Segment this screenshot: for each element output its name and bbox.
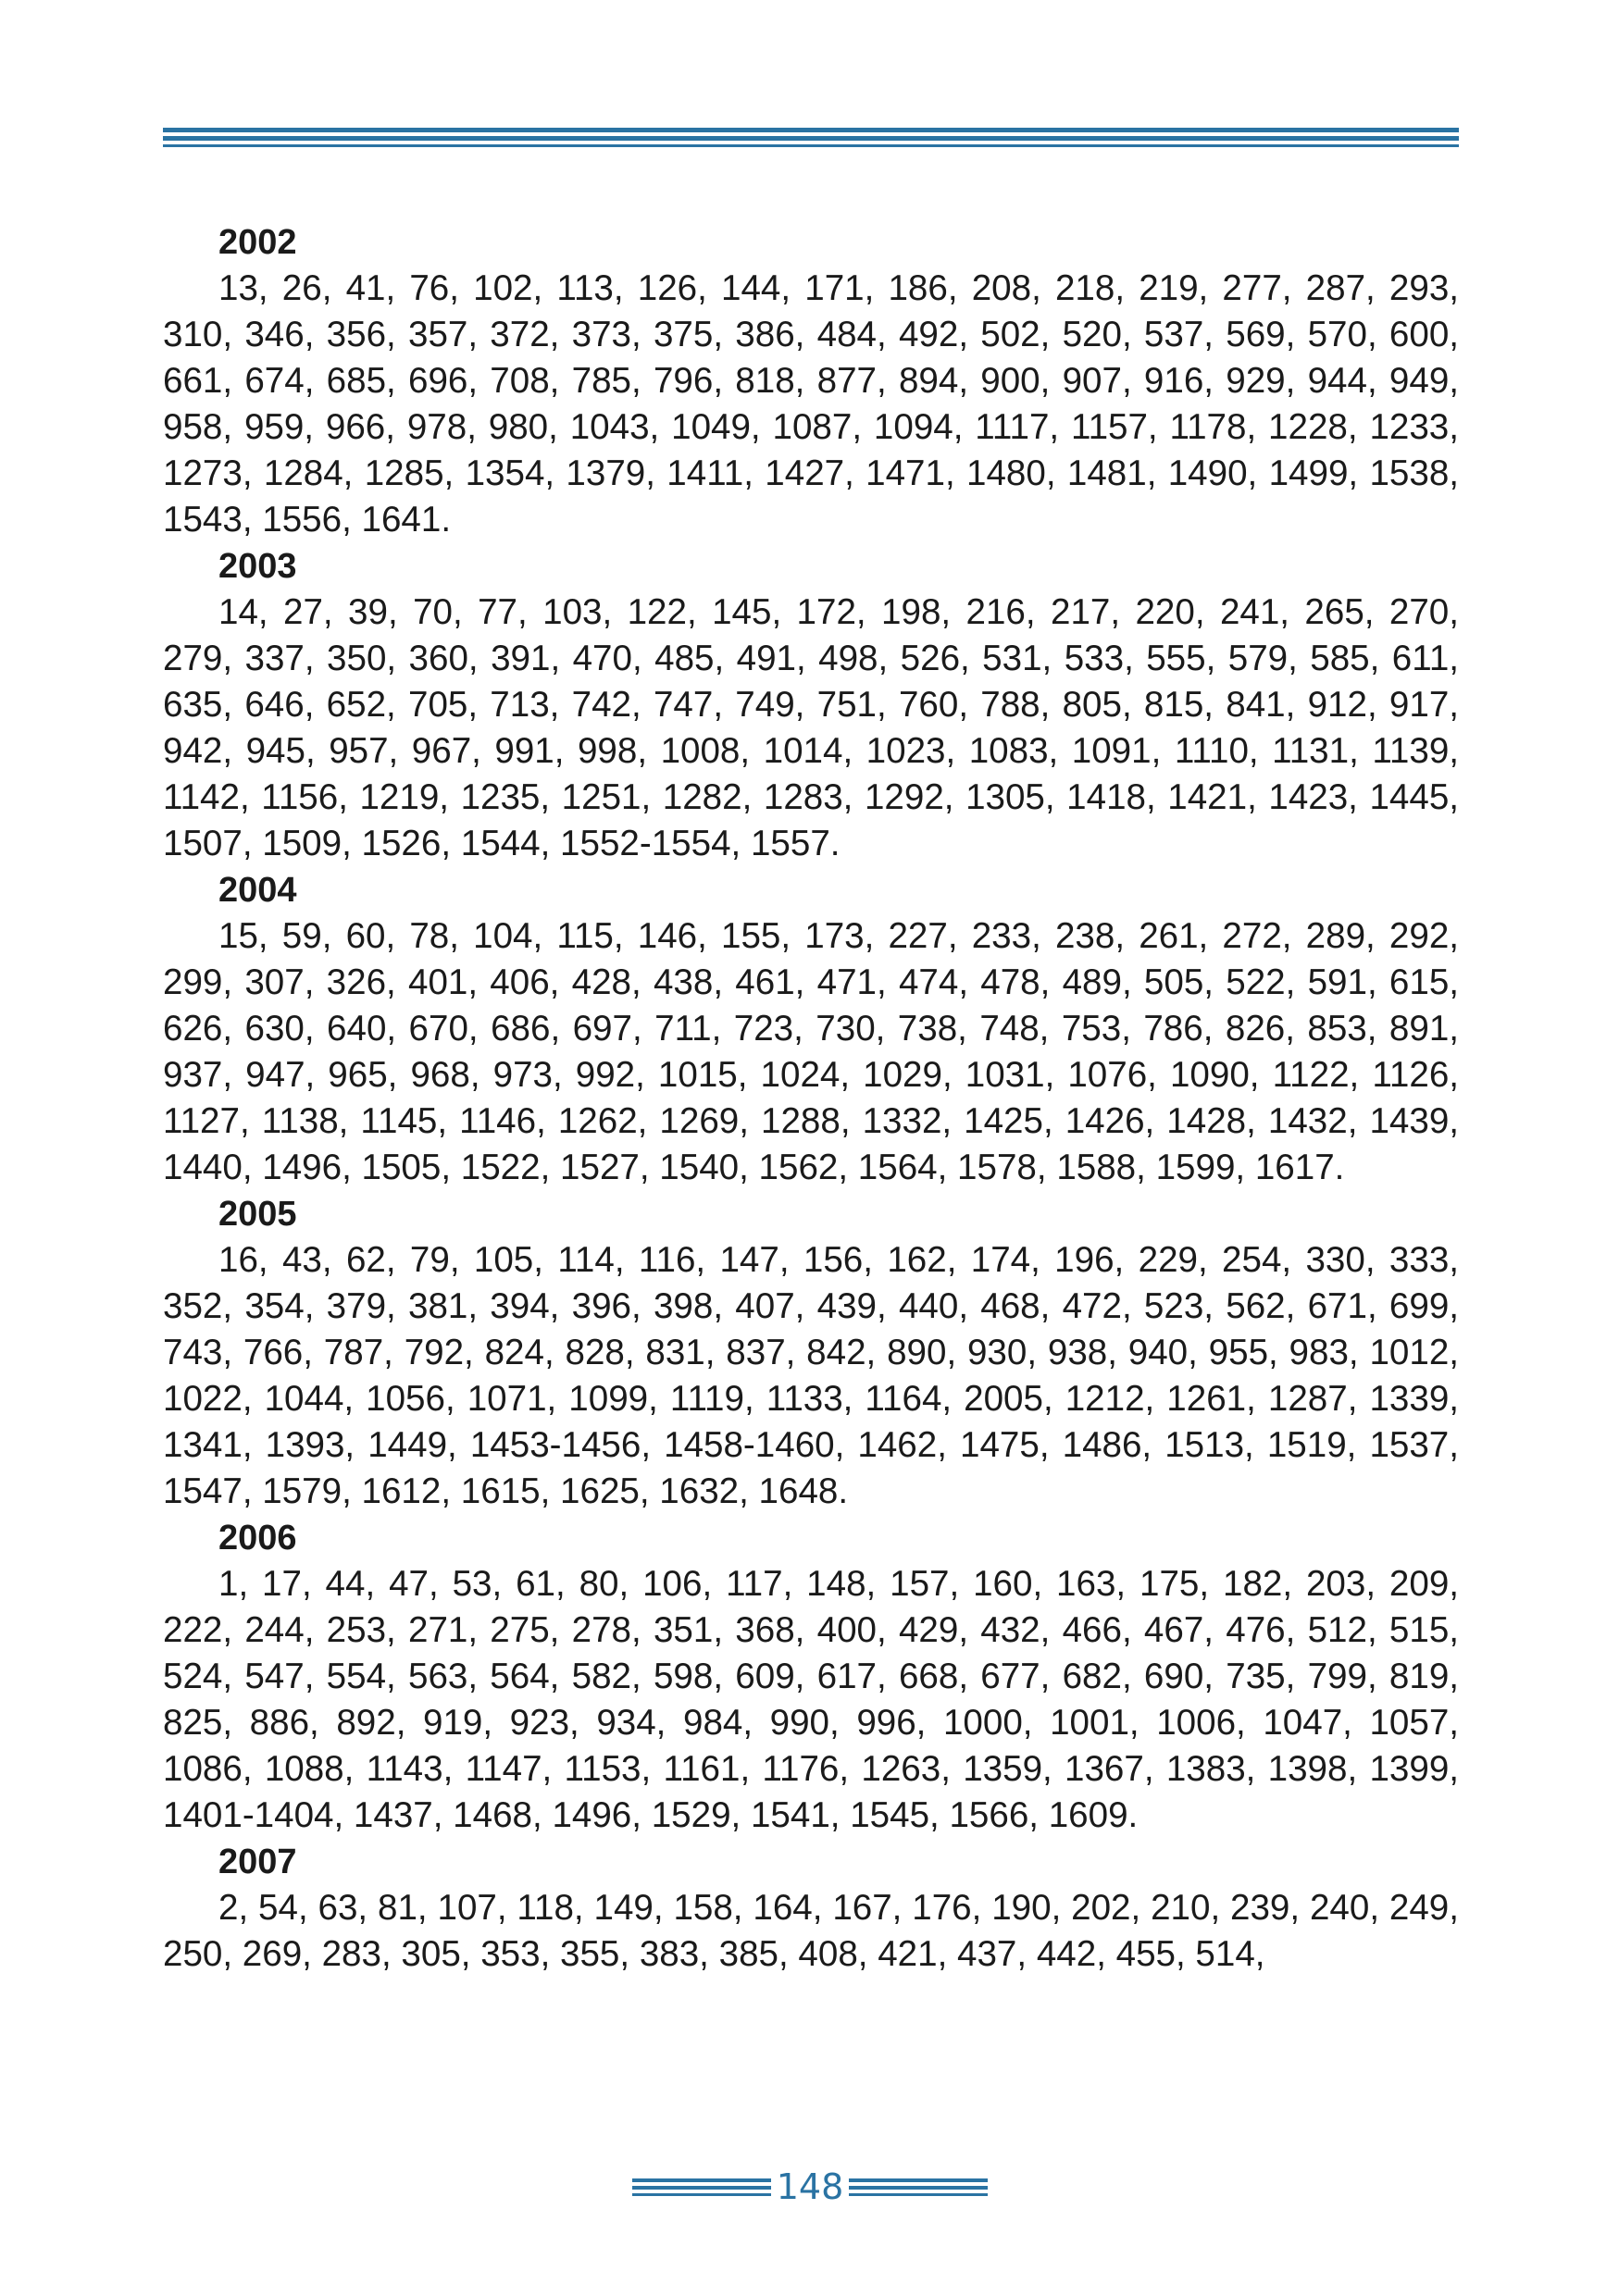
page-footer <box>632 2164 988 2210</box>
year-heading: 2003 <box>218 547 297 586</box>
year-heading: 2004 <box>218 871 297 910</box>
footer-rule-left <box>632 2164 771 2210</box>
number-list: 1, 17, 44, 47, 53, 61, 80, 106, 117, 148, 157, 160, 163, 175, 182, 203, 209, 222, 244, 253, 271, 275, 278, 351, 368, 400, 429, 432, 466, 467, 476, 512, 515, 524, 547, 554, 563, 564, 582, 598, 609, 617, 668, 677, 682, 690, 735, 799, 819, 825, 886, 892, 919, 923, 934, 984, 990, 996, 1000, 1001, 1006, 1047, 1057, 1086, 1088, 1143, 1147, 1153, 1161, 1176, 1263, 1359, 1367, 1383, 1398, 1399, 1401-1404, 1437, 1468, 1496, 1529, 1541, 1545, 1566, 1609. <box>163 1564 1459 1835</box>
footer-rule-right <box>849 2164 988 2210</box>
year-heading: 2005 <box>218 1195 297 1234</box>
number-list: 13, 26, 41, 76, 102, 113, 126, 144, 171, 186, 208, 218, 219, 277, 287, 293, 310, 346, 356, 357, 372, 373, 375, 386, 484, 492, 502, 520, 537, 569, 570, 600, 661, 674, 685, 696, 708, 785, 796, 818, 877, 894, 900, 907, 916, 929, 944, 949, 958, 959, 966, 978, 980, 1043, 1049, 1087, 1094, 1117, 1157, 1178, 1228, 1233, 1273, 1284, 1285, 1354, 1379, 1411, 1427, 1471, 1480, 1481, 1490, 1499, 1538, 1543, 1556, 1641. <box>163 268 1459 540</box>
year-heading: 2007 <box>218 1843 297 1881</box>
number-list: 15, 59, 60, 78, 104, 115, 146, 155, 173, 227, 233, 238, 261, 272, 289, 292, 299, 307, 326, 401, 406, 428, 438, 461, 471, 474, 478, 489, 505, 522, 591, 615, 626, 630, 640, 670, 686, 697, 711, 723, 730, 738, 748, 753, 786, 826, 853, 891, 937, 947, 965, 968, 973, 992, 1015, 1024, 1029, 1031, 1076, 1090, 1122, 1126, 1127, 1138, 1145, 1146, 1262, 1269, 1288, 1332, 1425, 1426, 1428, 1432, 1439, 1440, 1496, 1505, 1522, 1527, 1540, 1562, 1564, 1578, 1588, 1599, 1617. <box>163 916 1459 1187</box>
number-list: 2, 54, 63, 81, 107, 118, 149, 158, 164, 167, 176, 190, 202, 210, 239, 240, 249, 250, 269, 283, 305, 353, 355, 383, 385, 408, 421, 437, 442, 455, 514, <box>163 1888 1459 1974</box>
year-section <box>163 867 1459 1191</box>
year-section <box>163 1839 1459 1978</box>
year-heading: 2006 <box>218 1519 297 1558</box>
year-section <box>163 1515 1459 1839</box>
year-heading: 2002 <box>218 223 297 262</box>
header-rule <box>163 128 1459 152</box>
year-section <box>163 219 1459 543</box>
year-section <box>163 543 1459 867</box>
page-content <box>163 219 1459 1978</box>
page-number: 148 <box>776 2166 844 2207</box>
number-list: 14, 27, 39, 70, 77, 103, 122, 145, 172, 198, 216, 217, 220, 241, 265, 270, 279, 337, 350, 360, 391, 470, 485, 491, 498, 526, 531, 533, 555, 579, 585, 611, 635, 646, 652, 705, 713, 742, 747, 749, 751, 760, 788, 805, 815, 841, 912, 917, 942, 945, 957, 967, 991, 998, 1008, 1014, 1023, 1083, 1091, 1110, 1131, 1139, 1142, 1156, 1219, 1235, 1251, 1282, 1283, 1292, 1305, 1418, 1421, 1423, 1445, 1507, 1509, 1526, 1544, 1552-1554, 1557. <box>163 592 1459 863</box>
number-list: 16, 43, 62, 79, 105, 114, 116, 147, 156, 162, 174, 196, 229, 254, 330, 333, 352, 354, 379, 381, 394, 396, 398, 407, 439, 440, 468, 472, 523, 562, 671, 699, 743, 766, 787, 792, 824, 828, 831, 837, 842, 890, 930, 938, 940, 955, 983, 1012, 1022, 1044, 1056, 1071, 1099, 1119, 1133, 1164, 2005, 1212, 1261, 1287, 1339, 1341, 1393, 1449, 1453-1456, 1458-1460, 1462, 1475, 1486, 1513, 1519, 1537, 1547, 1579, 1612, 1615, 1625, 1632, 1648. <box>163 1240 1459 1511</box>
year-section <box>163 1191 1459 1515</box>
